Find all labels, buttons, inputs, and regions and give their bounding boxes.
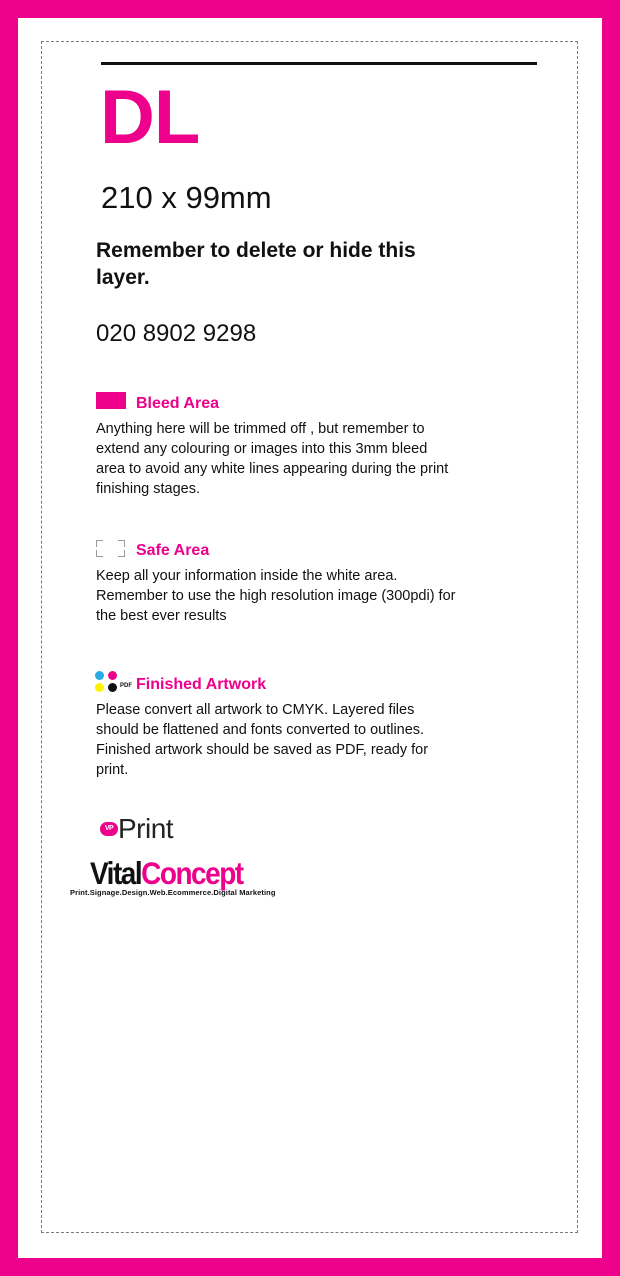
safe-area-icon — [96, 540, 125, 557]
bleed-area-title: Bleed Area — [136, 395, 219, 412]
concept-word: Concept — [141, 855, 243, 891]
format-size: 210 x 99mm — [101, 180, 272, 215]
black-dot — [108, 683, 117, 692]
top-rule — [101, 62, 537, 65]
vital-word: Vital — [90, 855, 142, 891]
print-word: Print — [118, 813, 174, 844]
format-name: DL — [100, 75, 200, 160]
bleed-area-body: Anything here will be trimmed off , but remember to extend any colouring or images into this 3mm bleed area to avoid any white lines appearing during the print finishing stages. — [96, 421, 449, 497]
yellow-dot — [95, 683, 104, 692]
phone-number: 020 8902 9298 — [96, 320, 257, 347]
bleed-area-icon — [96, 392, 126, 409]
reminder-text: Remember to delete or hide this layer. — [96, 239, 416, 289]
finished-artwork-title: Finished Artwork — [136, 676, 267, 693]
cmyk-pdf-icon — [95, 671, 135, 693]
company-tagline: Print.Signage.Design.Web.Ecommerce.Digital Marketing — [70, 888, 276, 897]
cyan-dot — [95, 671, 104, 680]
vp-badge: VP — [100, 822, 118, 836]
safe-area-title: Safe Area — [136, 542, 210, 559]
pdf-label: PDF — [120, 683, 132, 689]
magenta-dot — [108, 671, 117, 680]
safe-area-guide — [41, 41, 578, 1233]
vital-concept-logo — [90, 855, 243, 891]
finished-artwork-body: Please convert all artwork to CMYK. Layered files should be flattened and fonts converted to outlines. Finished artwork should be saved as PDF, ready for print. — [96, 702, 429, 778]
safe-area-body: Keep all your information inside the white area. Remember to use the high resolution image (300pdi) for the best ever results — [96, 568, 456, 624]
